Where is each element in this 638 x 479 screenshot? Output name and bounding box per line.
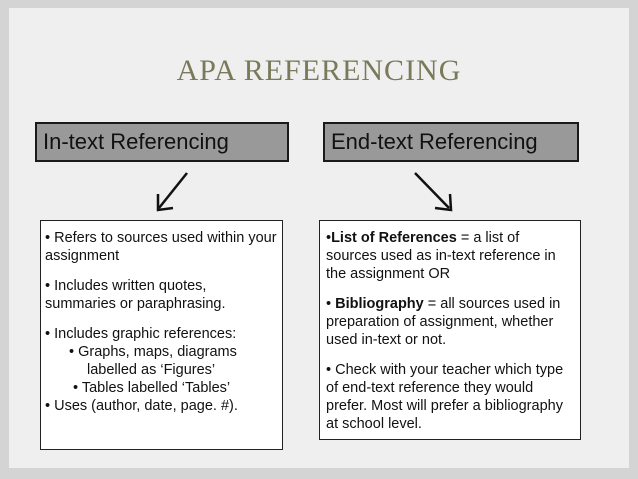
arrow-down-right-icon bbox=[409, 168, 459, 218]
end-text-header: End-text Referencing bbox=[323, 122, 579, 162]
end-text-point-2 bbox=[326, 295, 574, 349]
end-text-point-3: • Check with your teacher which type of end-text reference they would prefer. Most will prefer a bibliography at school level. bbox=[326, 362, 564, 432]
uses-line: • Uses (author, date, page. #). bbox=[45, 398, 238, 414]
figures-line: labelled as ‘Figures’ bbox=[87, 362, 216, 378]
end-text-content-box bbox=[319, 220, 581, 440]
bibliography-desc: = all sources used in preparation of assignment, whether used in-text or not. bbox=[326, 296, 561, 348]
list-of-references-term: List of References bbox=[331, 230, 457, 246]
graphic-references-line: • Includes graphic references: bbox=[45, 326, 237, 342]
tables-line: • Tables labelled ‘Tables’ bbox=[73, 380, 231, 396]
slide bbox=[9, 8, 629, 468]
in-text-point-1: • Refers to sources used within your assignment bbox=[45, 230, 277, 264]
bullet: • bbox=[326, 296, 336, 312]
slide-title: APA REFERENCING bbox=[176, 54, 462, 87]
list-of-references-desc: = a list of sources used as in-text reference in the assignment OR bbox=[326, 230, 556, 282]
arrow-down-left-icon bbox=[149, 168, 199, 218]
in-text-header: In-text Referencing bbox=[35, 122, 289, 162]
in-text-point-3 bbox=[45, 325, 278, 415]
bibliography-term: Bibliography bbox=[335, 296, 424, 312]
bullet: • bbox=[326, 230, 332, 246]
in-text-content-box bbox=[40, 220, 283, 450]
end-text-point-1 bbox=[326, 229, 574, 283]
graphs-line: • Graphs, maps, diagrams bbox=[69, 344, 237, 360]
in-text-point-2: • Includes written quotes, summaries or paraphrasing. bbox=[45, 278, 226, 312]
